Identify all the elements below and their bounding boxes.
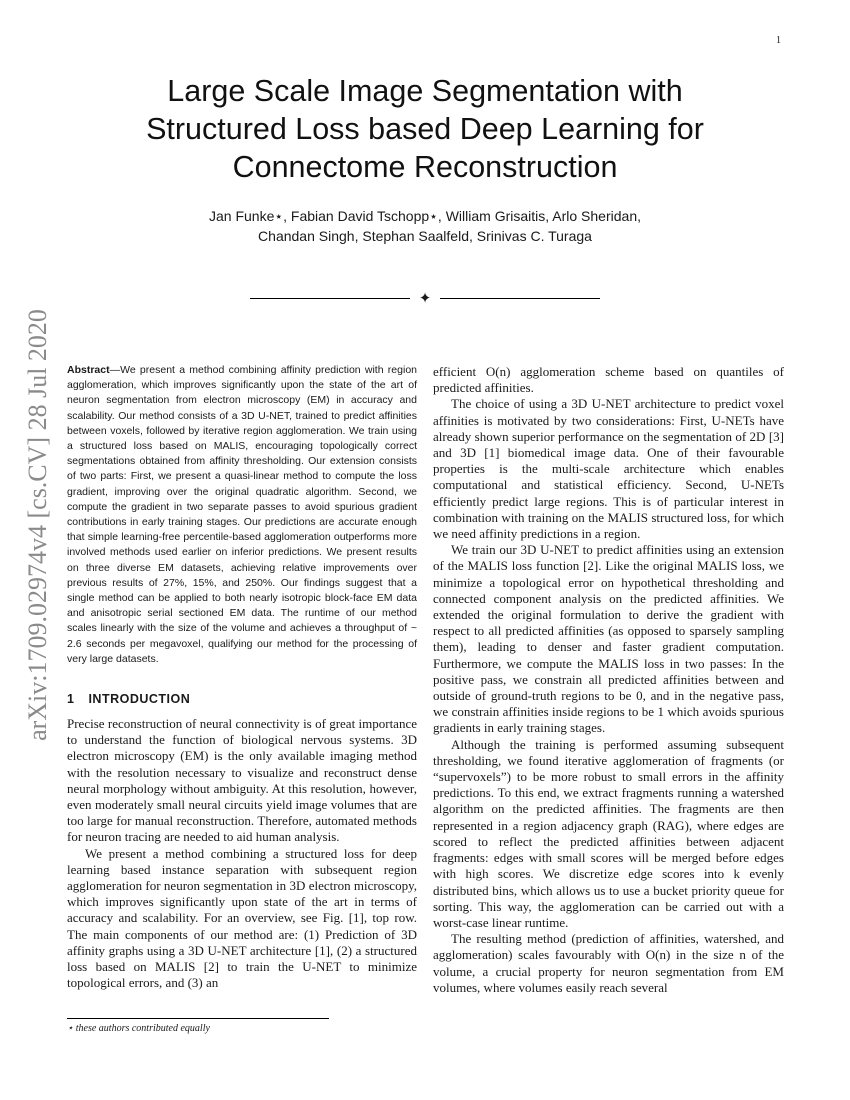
page-number: 1 <box>776 35 781 46</box>
paragraph: Precise reconstruction of neural connectivity is of great importance to understand the function of biological nervous systems. 3D electron microscopy (EM) is the only available imaging method with the resolution necessary to visualize and reconstruct dense neural morphology without ambiguity. At this resolution, however, even moderately small neural circuits yield image volumes that are too large for manual reconstruction. Therefore, automated methods for neuron tracing are needed to aid human analysis. <box>67 716 417 845</box>
footnote: ⋆ these authors contributed equally <box>67 1023 210 1034</box>
abstract-label: Abstract <box>67 364 110 376</box>
title-line: Connectome Reconstruction <box>232 150 618 184</box>
paragraph: We train our 3D U-NET to predict affinities using an extension of the MALIS loss function [2]. Like the original MALIS loss, we minimize a topological error on hypothetical thresholding and connected component analysis on the predicted affinities. We extended the original formulation to derive the gradient with respect to all predicted affinities (as opposed to sparsely sampling them), leading to denser and faster gradient computation. Furthermore, we compute the MALIS loss in two passes: In the positive pass, we constrain all predicted affinities between and outside of ground-truth regions to be 0, and in the negative pass, we constrain affinities inside regions to be 1 which avoids spurious gradients in early training stages. <box>433 542 784 736</box>
divider-star-icon: ✦ <box>418 289 432 307</box>
paragraph: The choice of using a 3D U-NET architecture to predict voxel affinities is motivated by two considerations: First, U-NETs have already shown superior performance on the segmentation of 2D [3] and 3D [1] biomedical image data. One of their favourable properties is the multi-scale architecture which enables computational and statistical efficiency. Second, U-NETs efficiently predict large regions. This is of particular interest in combination with training on the MALIS structured loss, for which we need affinity predictions in a region. <box>433 396 784 542</box>
author-line: Chandan Singh, Stephan Saalfeld, Srinivas C. Turaga <box>258 228 592 244</box>
section-heading <box>67 692 417 706</box>
title-line: Large Scale Image Segmentation with <box>167 74 683 108</box>
paragraph: Although the training is performed assuming subsequent thresholding, we found iterative agglomeration of fragments (or “supervoxels”) to be more robust to small errors in the affinity predictions. To this end, we extract fragments running a watershed algorithm on the predicted affinities. The fragments are then represented in a region adjacency graph (RAG), where edges are scored to reflect the predicted affinities between adjacent fragments: edges with small scores will be merged before edges with high scores. We discretize edge scores into k evenly distributed bins, which allows us to use a bucket priority queue for sorting. This way, the agglomeration can be carried out with a worst-case linear runtime. <box>433 736 784 930</box>
body-column-right <box>433 364 784 996</box>
section-title: INTRODUCTION <box>88 692 191 706</box>
arxiv-stamp-text: arXiv:1709.02974v4 [cs.CV] 28 Jul 2020 <box>23 309 53 741</box>
author-line: Jan Funke⋆, Fabian David Tschopp⋆, William Grisaitis, Arlo Sheridan, <box>208 208 641 224</box>
abstract <box>67 363 417 667</box>
section-number: 1 <box>67 692 75 706</box>
paper-title <box>60 72 790 186</box>
divider-line-right <box>440 298 600 299</box>
author-list <box>60 206 790 246</box>
paragraph: efficient O(n) agglomeration scheme based on quantiles of predicted affinities. <box>433 364 784 396</box>
body-column-left <box>67 716 417 991</box>
paragraph: The resulting method (prediction of affinities, watershed, and agglomeration) scales favourably with O(n) in the size n of the volume, a crucial property for neuron segmentation from EM volumes, where volumes easily reach several <box>433 931 784 995</box>
arxiv-stamp <box>8 300 68 750</box>
title-divider <box>250 288 600 308</box>
footnote-rule <box>67 1018 329 1019</box>
paragraph: We present a method combining a structured loss for deep learning based instance separation with subsequent region agglomeration for neuron segmentation in 3D electron microscopy, which improves significantly upon state of the art in terms of accuracy and scalability. For an overview, see Fig. [1], top row. The main components of our method are: (1) Prediction of 3D affinity graphs using a 3D U-NET architecture [1], (2) a structured loss based on MALIS [2] to train the U-NET to minimize topological errors, and (3) an <box>67 845 417 991</box>
title-line: Structured Loss based Deep Learning for <box>146 112 704 146</box>
abstract-text: —We present a method combining affinity prediction with region agglomeration, which improves significantly upon the state of the art of neuron segmentation from electron microscopy (EM) in accuracy and scalability. Our method consists of a 3D U-NET, trained to predict affinities between voxels, followed by iterative region agglomeration. We train using a structured loss based on MALIS, encouraging topologically correct segmentations obtained from affinity thresholding. Our extension consists of two parts: First, we present a quasi-linear method to compute the loss gradient, improving over the original quadratic algorithm. Second, we compute the gradient in two separate passes to avoid spurious gradient contributions in early training stages. Our predictions are accurate enough that simple learning-free percentile-based agglomeration outperforms more involved methods used earlier on inferior predictions. We present results on three diverse EM datasets, achieving relative improvements over previous results of 27%, 15%, and 250%. Our findings suggest that a single method can be applied to both nearly isotropic block-face EM data and anisotropic serial sectioned EM data. The runtime of our method scales linearly with the size of the volume and achieves a throughput of ~ 2.6 seconds per megavoxel, qualifying our method for the processing of very large datasets. <box>67 364 417 665</box>
